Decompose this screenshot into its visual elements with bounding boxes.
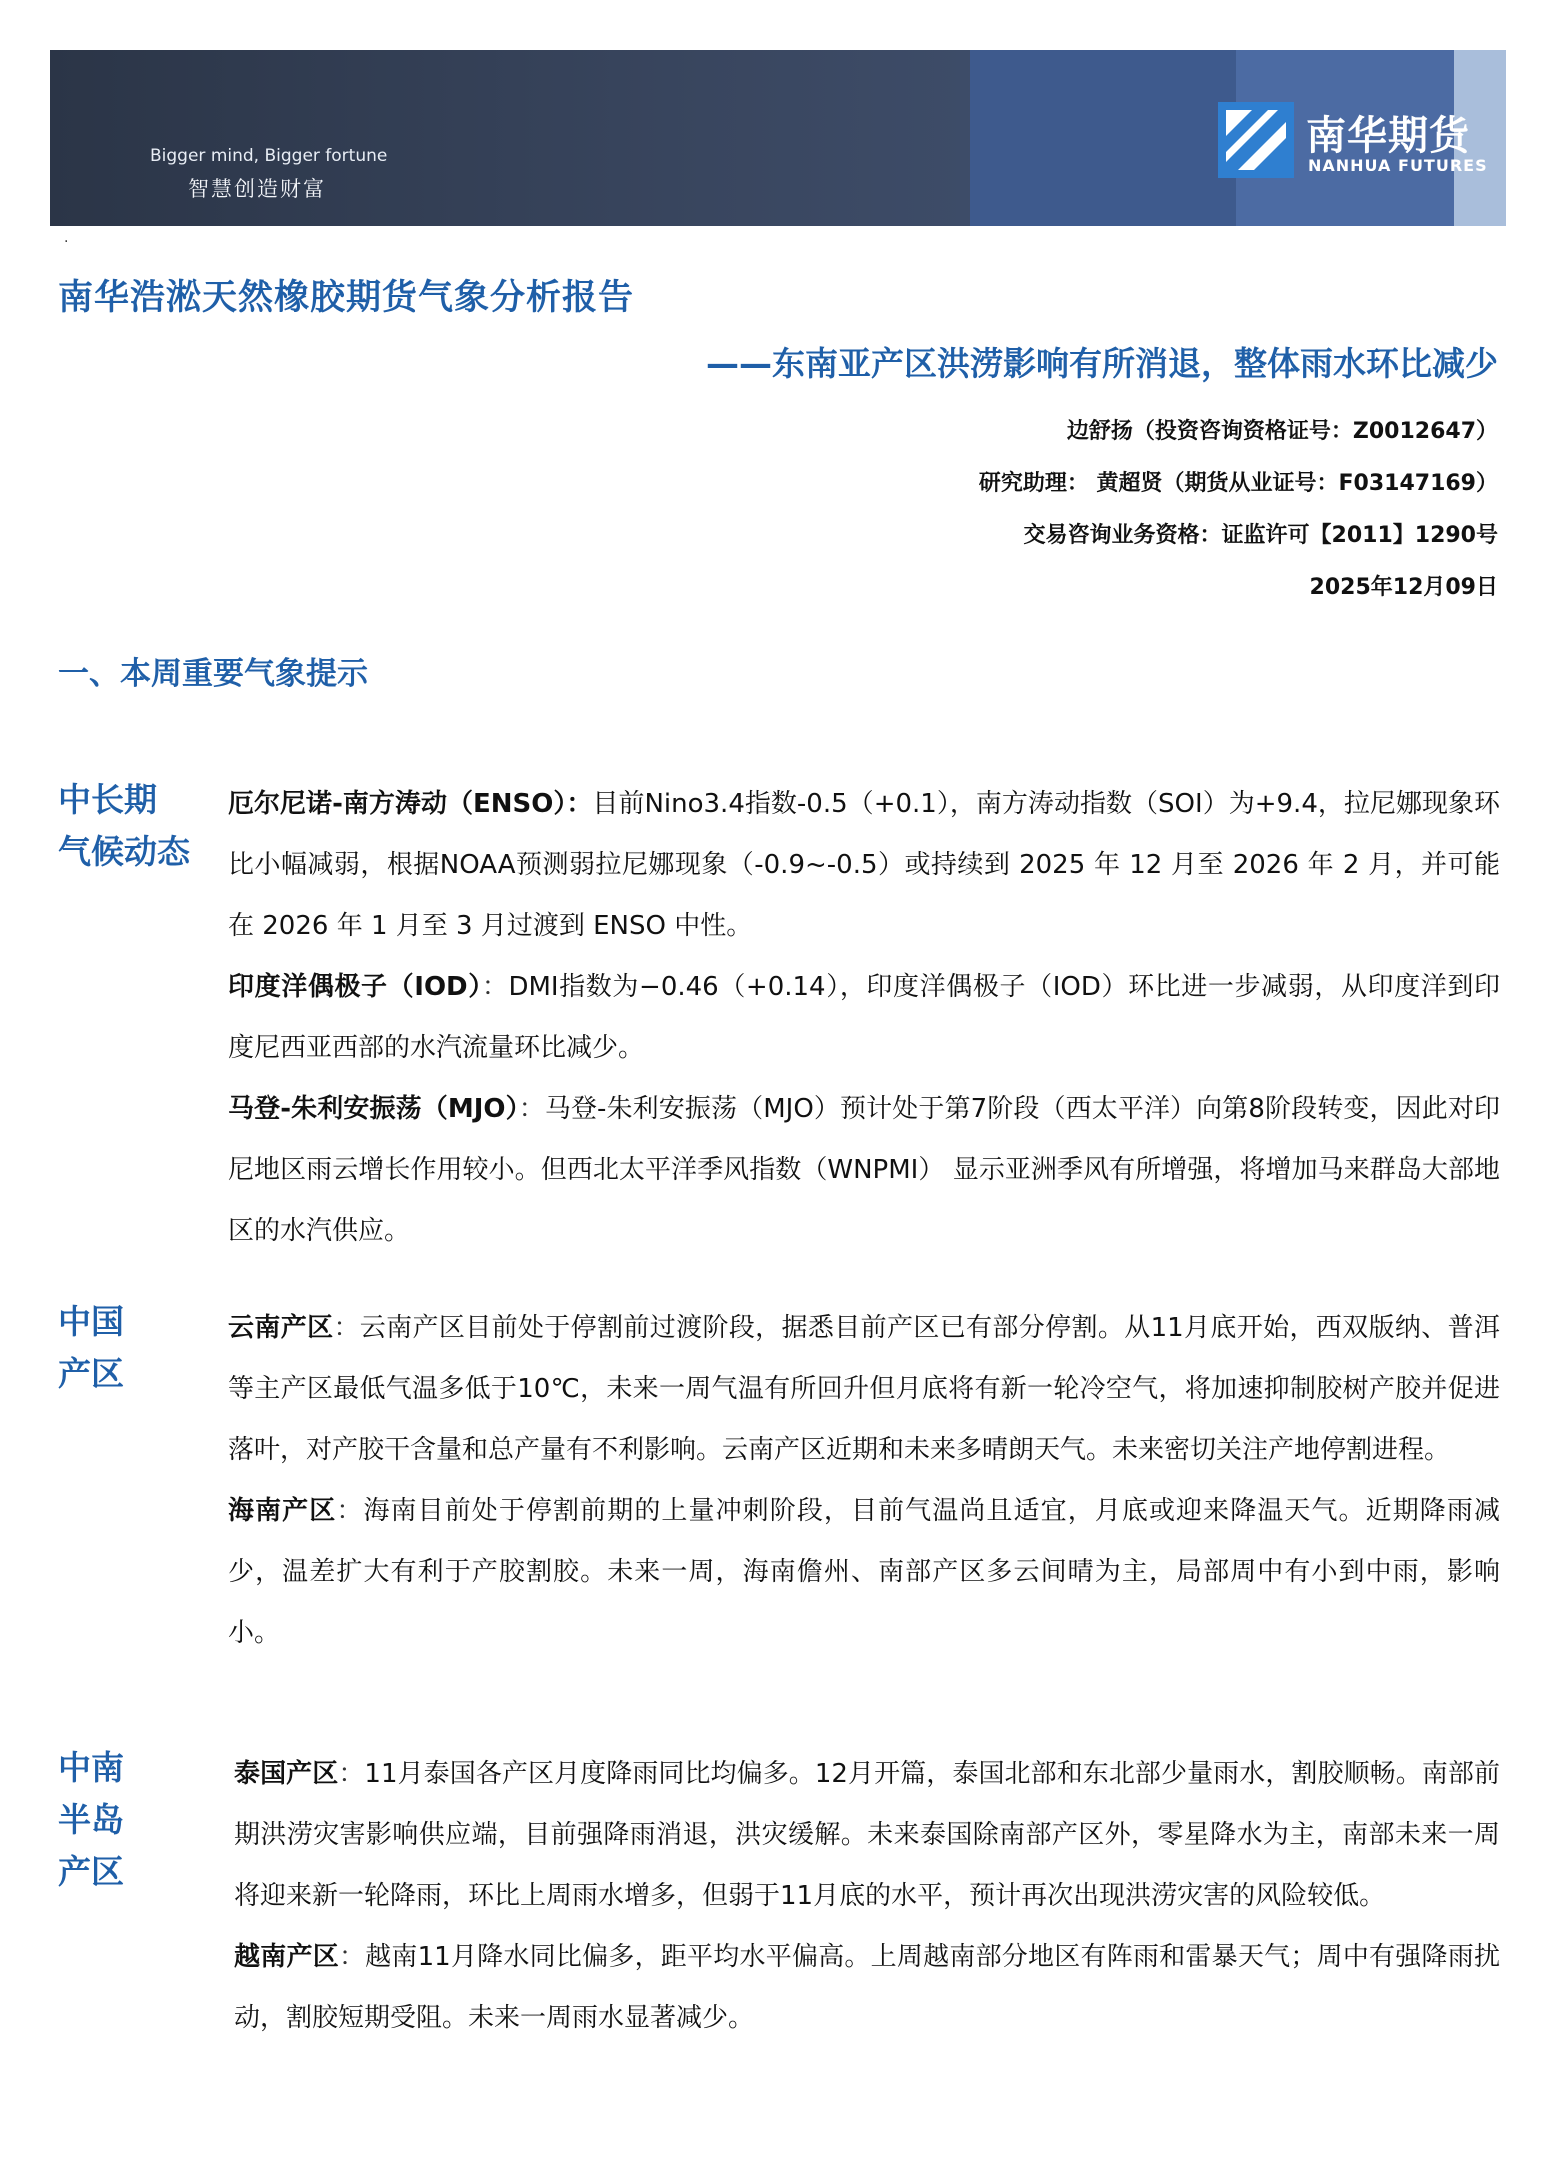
assistant-line: 研究助理： 黄超贤（期货从业证号：F03147169） bbox=[978, 471, 1498, 496]
paragraph-text: 马登-朱利安振荡（MJO）预计处于第7阶段（西太平洋）向第8阶段转变，因此对印尼地区雨云增长作用较小。但西北太平洋季风指数（WNPMI） 显示亚洲季风有所增强，将增加马来群岛大部地区的水汽供应。 bbox=[228, 1094, 1500, 1246]
paragraph-hainan: 海南产区：海南目前处于停割前期的上量冲刺阶段，目前气温尚且适宜，月底或迎来降温天气。近期降雨减少，温差扩大有利于产胶割胶。未来一周，海南儋州、南部产区多云间晴为主，局部周中有小到中雨，影响小。 bbox=[228, 1496, 1500, 1648]
banner-panel bbox=[970, 50, 1236, 226]
paragraph-label: 厄尔尼诺-南方涛动（ENSO） bbox=[228, 789, 567, 819]
paragraph-label: 海南产区 bbox=[228, 1496, 337, 1526]
license-line: 交易咨询业务资格：证监许可【2011】1290号 bbox=[1023, 523, 1498, 548]
page-mark: . bbox=[64, 230, 69, 246]
side-label-china: 中国 产区 bbox=[58, 1302, 124, 1393]
report-title: 南华浩淞天然橡胶期货气象分析报告 bbox=[58, 278, 635, 318]
paragraph-text: DMI指数为−0.46（+0.14），印度洋偶极子（IOD）环比进一步减弱，从印度洋到印度尼西亚西部的水汽流量环比减少。 bbox=[228, 972, 1500, 1063]
paragraph-text: 越南11月降水同比偏多，距平均水平偏高。上周越南部分地区有阵雨和雷暴天气；周中有强降雨扰动，割胶短期受阻。未来一周雨水显著减少。 bbox=[234, 1942, 1500, 2033]
paragraph-text: 海南目前处于停割前期的上量冲刺阶段，目前气温尚且适宜，月底或迎来降温天气。近期降雨减少，温差扩大有利于产胶割胶。未来一周，海南儋州、南部产区多云间晴为主，局部周中有小到中雨，影响小。 bbox=[228, 1496, 1500, 1648]
indochina-block bbox=[234, 1744, 1500, 2049]
paragraph-label: 越南产区 bbox=[234, 1942, 339, 1972]
paragraph-vietnam: 越南产区：越南11月降水同比偏多，距平均水平偏高。上周越南部分地区有阵雨和雷暴天气；周中有强降雨扰动，割胶短期受阻。未来一周雨水显著减少。 bbox=[234, 1942, 1500, 2033]
header-banner bbox=[50, 50, 1506, 226]
company-logo bbox=[1218, 102, 1498, 182]
paragraph-label: 泰国产区 bbox=[234, 1759, 339, 1789]
nanhua-logo-icon bbox=[1218, 102, 1294, 178]
report-subtitle: ——东南亚产区洪涝影响有所消退，整体雨水环比减少 bbox=[706, 344, 1498, 383]
slogan-english: Bigger mind, Bigger fortune bbox=[150, 146, 388, 166]
paragraph-yunnan: 云南产区：云南产区目前处于停割前过渡阶段，据悉目前产区已有部分停割。从11月底开始，西双版纳、普洱等主产区最低气温多低于10℃，未来一周气温有所回升但月底将有新一轮冷空气，将加速抑制胶树产胶并促进落叶，对产胶干含量和总产量有不利影响。云南产区近期和未来多晴朗天气。未来密切关注产地停割进程。 bbox=[228, 1313, 1500, 1465]
report-date: 2025年12月09日 bbox=[1309, 575, 1498, 600]
paragraph-iod: 印度洋偶极子（IOD）：DMI指数为−0.46（+0.14），印度洋偶极子（IOD）环比进一步减弱，从印度洋到印度尼西亚西部的水汽流量环比减少。 bbox=[228, 972, 1500, 1063]
paragraph-text: 11月泰国各产区月度降雨同比均偏多。12月开篇，泰国北部和东北部少量雨水，割胶顺畅。南部前期洪涝灾害影响供应端，目前强降雨消退，洪灾缓解。未来泰国除南部产区外，零星降水为主，南部未来一周将迎来新一轮降雨，环比上周雨水增多，但弱于11月底的水平，预计再次出现洪涝灾害的风险较低。 bbox=[234, 1759, 1500, 1911]
paragraph-label: 云南产区 bbox=[228, 1313, 334, 1343]
logo-english-name: NANHUA FUTURES bbox=[1308, 156, 1488, 175]
logo-chinese-name: 南华期货 bbox=[1306, 113, 1470, 159]
paragraph-text: 目前Nino3.4指数-0.5（+0.1），南方涛动指数（SOI）为+9.4，拉尼娜现象环比小幅减弱，根据NOAA预测弱拉尼娜现象（-0.9~-0.5）或持续到 2025 年 12 月至 2026 年 2 月，并可能在 2026 年 1 月至 3 月过渡到 ENSO 中性。 bbox=[228, 789, 1501, 941]
climate-block bbox=[228, 774, 1500, 1262]
paragraph-label: 印度洋偶极子（IOD） bbox=[228, 972, 482, 1002]
side-label-indochina: 中南 半岛 产区 bbox=[58, 1748, 124, 1891]
paragraph-label: 马登-朱利安振荡（MJO） bbox=[228, 1094, 519, 1124]
paragraph-thailand: 泰国产区：11月泰国各产区月度降雨同比均偏多。12月开篇，泰国北部和东北部少量雨水，割胶顺畅。南部前期洪涝灾害影响供应端，目前强降雨消退，洪灾缓解。未来泰国除南部产区外，零星降水为主，南部未来一周将迎来新一轮降雨，环比上周雨水增多，但弱于11月底的水平，预计再次出现洪涝灾害的风险较低。 bbox=[234, 1759, 1500, 1911]
paragraph-text: 云南产区目前处于停割前过渡阶段，据悉目前产区已有部分停割。从11月底开始，西双版纳、普洱等主产区最低气温多低于10℃，未来一周气温有所回升但月底将有新一轮冷空气，将加速抑制胶树产胶并促进落叶，对产胶干含量和总产量有不利影响。云南产区近期和未来多晴朗天气。未来密切关注产地停割进程。 bbox=[228, 1313, 1500, 1465]
side-label-climate: 中长期 气候动态 bbox=[58, 780, 190, 871]
paragraph-enso: 厄尔尼诺-南方涛动（ENSO）：目前Nino3.4指数-0.5（+0.1），南方涛动指数（SOI）为+9.4，拉尼娜现象环比小幅减弱，根据NOAA预测弱拉尼娜现象（-0.9~-0.5）或持续到 2025 年 12 月至 2026 年 2 月，并可能在 2026 年 1 月至 3 月过渡到 ENSO 中性。 bbox=[228, 789, 1501, 941]
slogan-chinese: 智慧创造财富 bbox=[188, 177, 326, 201]
paragraph-mjo: 马登-朱利安振荡（MJO）：马登-朱利安振荡（MJO）预计处于第7阶段（西太平洋）向第8阶段转变，因此对印尼地区雨云增长作用较小。但西北太平洋季风指数（WNPMI） 显示亚洲季风有所增强，将增加马来群岛大部地区的水汽供应。 bbox=[228, 1094, 1500, 1246]
section-heading: 一、本周重要气象提示 bbox=[58, 656, 368, 692]
china-block bbox=[228, 1298, 1500, 1664]
author-line: 边舒扬（投资咨询资格证号：Z0012647） bbox=[1066, 419, 1498, 444]
